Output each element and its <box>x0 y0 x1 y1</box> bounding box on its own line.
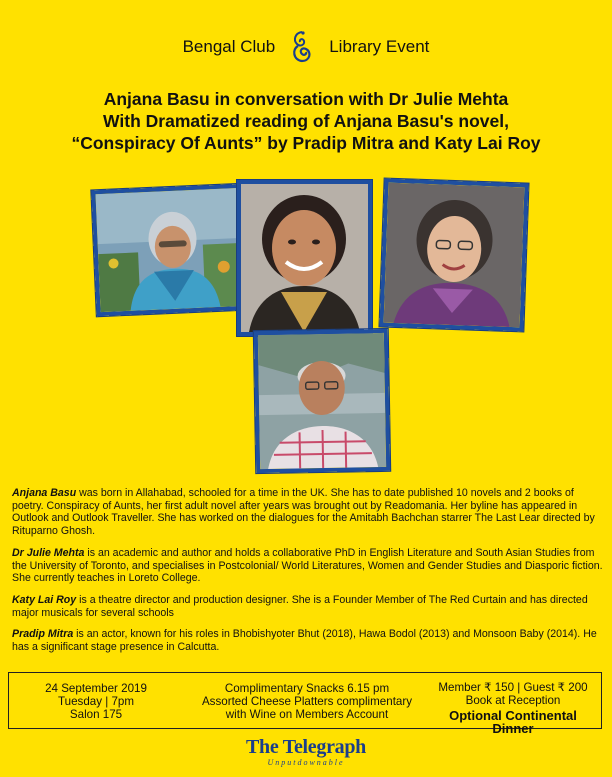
sponsor-name: The Telegraph <box>245 736 367 758</box>
sponsor-tagline: Unputdownable <box>267 758 345 767</box>
title-line-1: Anjana Basu in conversation with Dr Julie Mehta <box>103 89 509 109</box>
event-day-time: Tuesday | 7pm <box>57 695 135 708</box>
event-title <box>0 88 612 154</box>
event-venue: Salon 175 <box>69 708 123 721</box>
title-line-3: “Conspiracy Of Aunts” by Pradip Mitra and Katy Lai Roy <box>71 133 541 153</box>
photo-anjana-basu <box>91 184 249 317</box>
event-type: Library Event <box>329 37 430 56</box>
photo-pradip-mitra <box>254 329 390 473</box>
booking-info: Book at Reception <box>465 694 561 707</box>
bengal-club-logo-icon <box>289 30 315 64</box>
biographies <box>12 487 604 663</box>
bio-pradip-mitra: Pradip Mitra is an actor, known for his roles in Bhobishyoter Bhut (2018), Hawa Bodol (2013) and Monsoon Baby (2014). He has a significant stage presence in Calcutta. <box>12 628 597 654</box>
event-refreshments <box>189 682 425 721</box>
event-date: 24 September 2019 <box>45 682 147 695</box>
title-line-2: With Dramatized reading of Anjana Basu's novel, <box>103 111 509 131</box>
photo-julie-mehta <box>237 180 372 336</box>
club-name: Bengal Club <box>182 37 276 56</box>
event-details-box <box>8 672 602 736</box>
bio-anjana-basu: Anjana Basu was born in Allahabad, schooled for a time in the UK. She has to date published 10 novels and 2 books of poetry. Conspiracy of Aunts, her first adult novel after years was brought out by Readomania. Her byline has appeared in Outlook and Outlook Traveller. She has worked on the dialogues for the Amitabh Bachchan starrer The Last Lear directed by Rituparno Ghosh. <box>12 487 595 538</box>
photo-katy-lai-roy <box>379 179 528 332</box>
wine-info: with Wine on Members Account <box>225 708 389 721</box>
dinner-info: Optional Continental Dinner <box>449 708 577 736</box>
snacks-info: Complimentary Snacks 6.15 pm <box>224 682 390 695</box>
bio-julie-mehta: Dr Julie Mehta is an academic and author and holds a collaborative PhD in English Literature and South Asian Studies from the University of Toronto, and specialises in Postcolonial/ World Literatures, Women and Gender Studies and Diasporic fiction. She currently teaches in Loreto College. <box>12 546 603 585</box>
sponsor-logo <box>0 736 612 768</box>
bio-katy-lai-roy: Katy Lai Roy is a theatre director and production designer. She is a Founder Member of The Red Curtain and has directed major musicals for several schools <box>12 593 588 619</box>
event-date-venue <box>21 682 171 721</box>
event-pricing <box>427 681 599 735</box>
event-header <box>0 30 612 64</box>
price-info: Member ₹ 150 | Guest ₹ 200 <box>438 681 588 694</box>
platters-info: Assorted Cheese Platters complimentary <box>201 695 413 708</box>
